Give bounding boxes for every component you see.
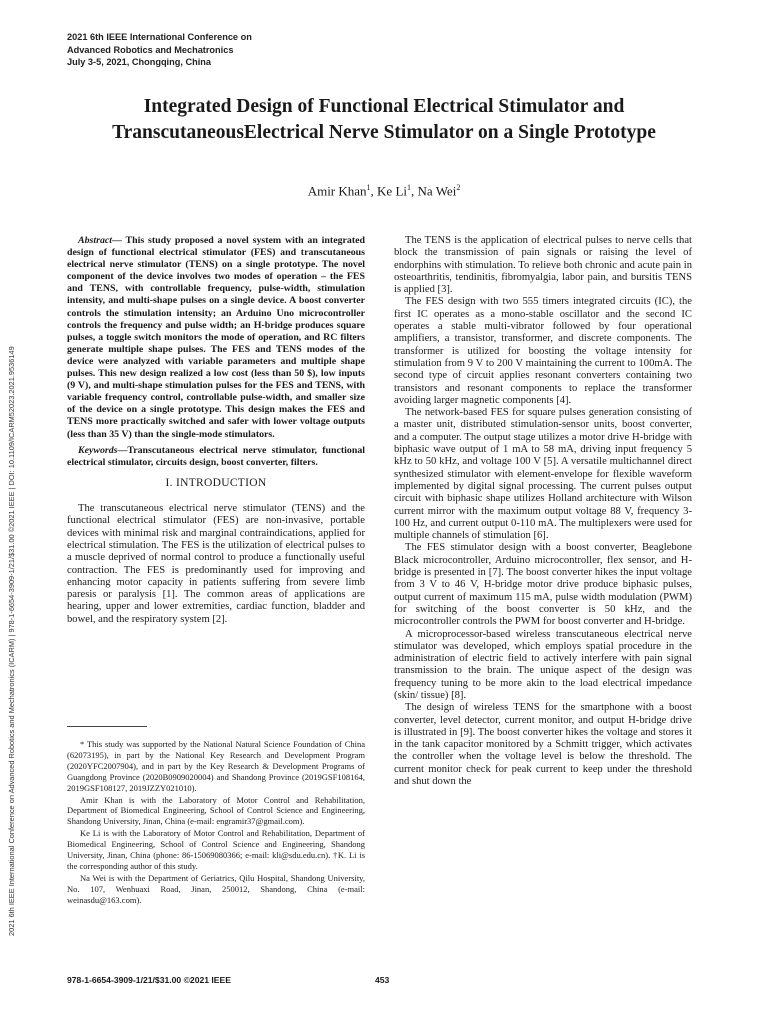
footnote-author-2: Ke Li is with the Laboratory of Motor Control and Rehabilitation, Department of Biomedical Engineering, School of Control Science and Engineering, Shandong University, Jinan, China (phone: 86-15069080366; e-mail: kli@sdu.edu.cn). †K. Li is the corresponding author of this study. [67,828,365,871]
abstract-label: Abstract [78,235,113,246]
paragraph-wireless-tens: A microprocessor-based wireless transcutaneous electrical nerve stimulator was developed, which employs spatial procedure in the administration of electric field to actively interfere with pain signal transmission to the brain. The unique aspect of the design was frequency tuning to be more akin to the load electrical impedance (skin/ tissue) [8]. [394,628,692,701]
conference-line-3: July 3-5, 2021, Chongqing, China [67,57,211,67]
footnote-funding: * This study was supported by the National Natural Science Foundation of China (62073195), in part by the National Key Research and Development Program (2020YFC2007904), and in part by the Key Research & Development Programs of Guangdong Province (2020B0909020004) and Shandong Province (2019GSF108164, 2019GSF108127, 2019JZZY021010). [67,739,365,793]
author-3-affil: 2 [456,183,461,192]
footnote-author-1: Amir Khan is with the Laboratory of Motor Control and Rehabilitation, Department of Biomedical Engineering, School of Control Science and Engineering, Shandong University, Jinan, China (e-mail: engramir37@gmail.com). [67,794,365,827]
paragraph-fes-555: The FES design with two 555 timers integrated circuits (IC), the first IC operates as a mono-stable oscillator and the second IC operates a stable multi-vibrator followed by four operational amplifiers, a transistor, transformer, and discrete components. The transformer is utilized for boosting the voltage intensity for stimulation from 9 V to 200 V maintaining the current to 100mA. The second type of circuit applies resonant converters containing two transistors and resonant components to replace the transformer avoiding larger magnetic components [4]. [394,296,692,406]
keywords-text: —Transcutaneous electrical nerve stimulator, functional electrical stimulator, circuits design, boost converter, filters. [67,444,365,468]
keywords [67,445,365,469]
conference-line-2: Advanced Robotics and Mechatronics [67,44,234,55]
copyright-footer: 978-1-6654-3909-1/21/$31.00 ©2021 IEEE [67,975,232,985]
paragraph-smartphone-tens: The design of wireless TENS for the smartphone with a boost converter, level detector, current monitor, and output H-bridge drive is illustrated in [9]. The boost converter hikes the voltage and stores it in the tank capacitor monitored by a Schmitt trigger, which activates the controller when the voltage level is below the threshold. The current monitor check for peak current to keep under the threshold and shut down the [394,702,692,788]
author-1-affil: 1 [366,183,371,192]
right-column [394,235,692,788]
author-line: Amir Khan$^1$, Ke Li$^1$, Na Wei$^2$ [307,183,461,199]
author-3: Na Wei [417,183,457,199]
abstract-text: — This study proposed a novel system with an integrated design of functional electrical stimulator (FES) and transcutaneous electrical nerve stimulator (TENS) on a single prototype. The novel component of the device involves two modes of operation – the FES and TENS, with controllable frequency, pulse-width, stimulation intensity, and multi-shape pulses on a single device. A boost converter controls the stimulation intensity; an Arduino Uno microcontroller controls the frequency and pulse width; an H-bridge produces square pulses, a toggle switch monitors the mode of operation, and RC filters generate multiple shape pulses. The FES and TENS modes of the device were analyzed with variable parameters and multiple shape pulses. This new design realized a low cost (less than 50 $), low inputs (9 V), and multi-shape stimulation pulses for the FES and TENS, with variable frequency control, controllable pulse-width, and smaller size of the device on a single prototype. This design makes the FES and TENS more practically switched and safer with lower voltage outputs (less than 35 V) than the single-mode stimulators. [67,235,365,440]
author-2: Ke Li [377,183,408,199]
abstract [67,235,365,441]
footnote-author-3: Na Wei is with the Department of Geriatrics, Qilu Hospital, Shandong University, No. 107, Wenhuaxi Road, Jinan, 250012, Shandong, China (e-mail: weinasdu@163.com). [67,872,365,905]
conference-line-1: 2021 6th IEEE International Conference on [67,32,252,42]
paragraph-fes-boost: The FES stimulator design with a boost converter, Beaglebone Black microcontroller, Arduino microcontroller, flex sensor, and H-bridge is presented in [7]. The boost converter hikes the input voltage from 3 V to 46 V, H-bridge motor drive produce biphasic pulses, output current of maximum 115 mA, pulse width modulation (PWM) for switching of the boost converter is 50 kHz, and the microcontroller controls the PWM for boost converter and H-bridge. [394,542,692,628]
paper-title: Integrated Design of Functional Electrical Stimulator and TranscutaneousElectrical Nerve Stimulator on a Single Prototype [112,96,656,143]
keywords-label: Keywords [78,444,118,456]
paragraph-tens: The TENS is the application of electrical pulses to nerve cells that block the transmission of pain signals or raising the level of endorphins with stimulation. To relieve both chronic and acute pain in osteoarthritis, tendinitis, fibromyalgia, labor pain, and bursitis TENS is applied [3]. [394,235,692,296]
intro-paragraph: The transcutaneous electrical nerve stimulator (TENS) and the functional electrical stimulator (FES) are non-invasive, portable devices with minimal risk and marginal contraindications, applied for electrical stimulation. The FES is the utilization of electrical pulses to a muscle deprived of normal control to produce a functionally useful contraction. The FES is predominantly used for improving and enhancing motor capacity in patients suffering from severe limb paresis or paralysis [1]. The common areas of applications are hearing, upper and lower extremities, cardiac function, bladder and bowel, and the respiratory system [2]. [67,503,365,625]
footnotes [67,739,365,907]
paragraph-network-fes: The network-based FES for square pulses generation consisting of a master unit, distributed stimulation-sensor units, boost converter, and a computer. The output stage utilizes a motor drive H-bridge with biphasic wave output of 1 mA to 58 mA, driving input frequency 5 kHz to 50 kHz, and voltage 100 V [5]. A versatile multichannel direct synthesized stimulator with element-envelope for flexible waveform implemented by digital signal processing. The current pulses output circuit with biphasic shape utilizes Holland architecture with Wilson current mirror with the maximum output voltage 88 V, frequency 3-100 Hz, and current output 0-110 mA. The multiplexers were used for multiple channels of stimulation [6]. [394,407,692,542]
left-column [67,235,365,626]
doi-sidebar: 2021 6th IEEE International Conference on Advanced Robotics and Mechatronics (ICARM) | 978-1-6654-3909-1/21/$31.00 ©2021 IEEE | DOI: 10.1109/ICARM52023.2021.9536149 [7,346,16,936]
author-2-affil: 1 [407,183,412,192]
section-heading-introduction: I. INTRODUCTION [165,476,267,489]
author-1: Amir Khan [307,183,367,199]
page-number: 453 [375,975,390,985]
footnote-rule [67,726,147,727]
conference-header [67,31,252,69]
